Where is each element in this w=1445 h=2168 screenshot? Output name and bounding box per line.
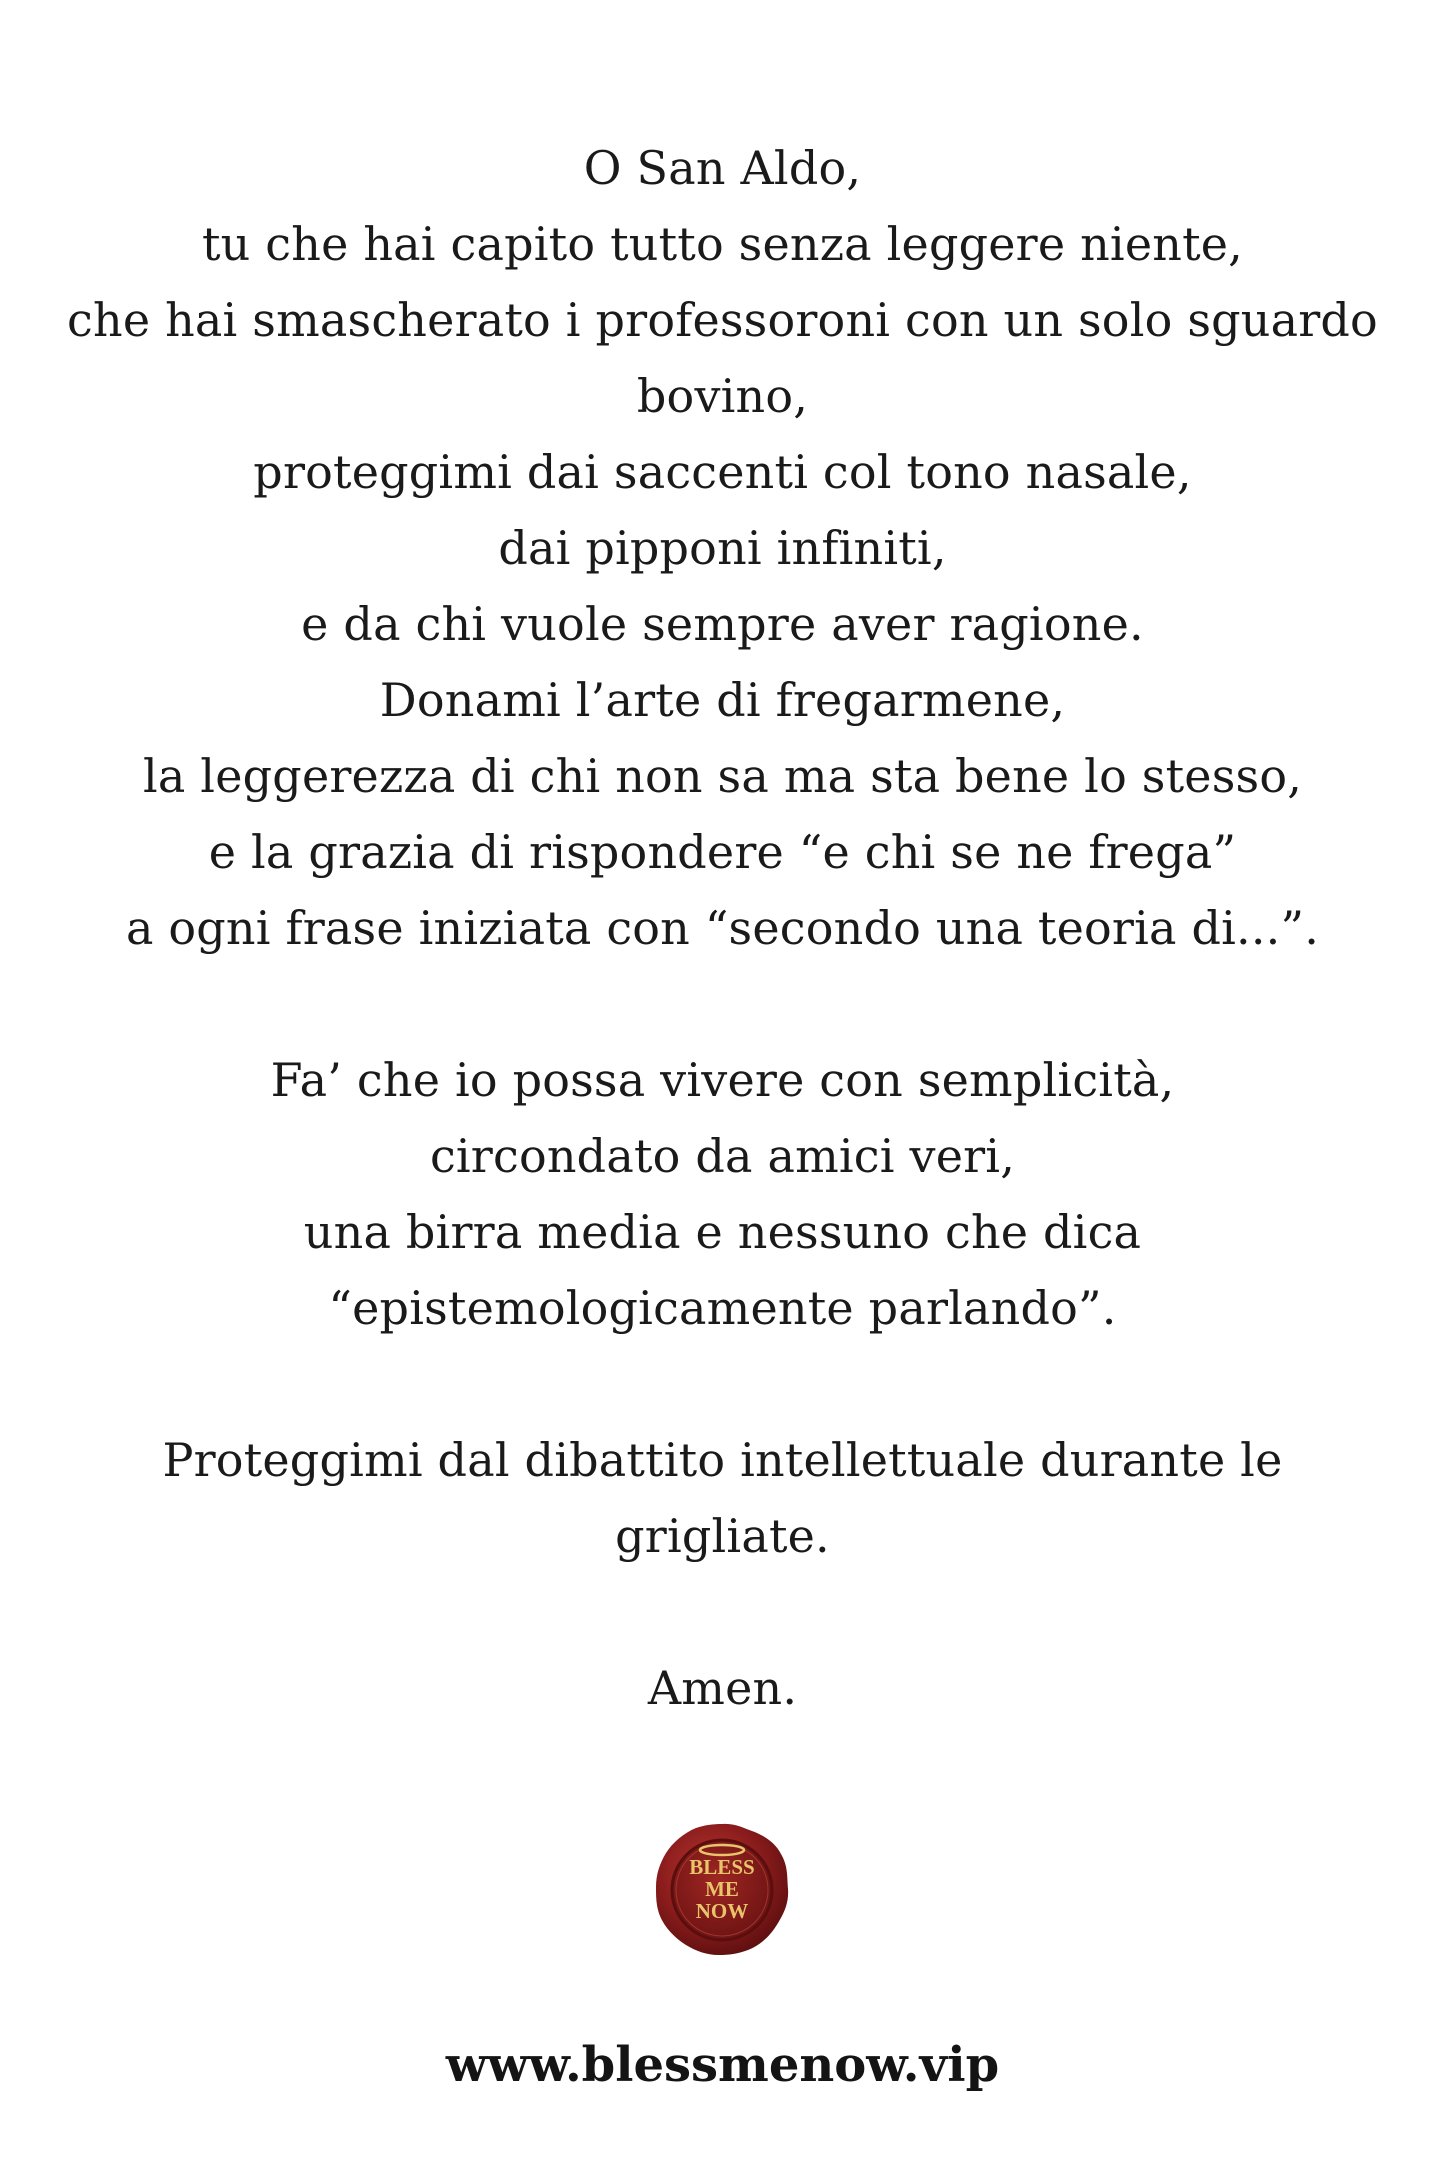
prayer-line: che hai smascherato i professoroni con un solo sguardo xyxy=(67,293,1378,347)
prayer-stanza-2 xyxy=(0,1042,1445,1346)
prayer-line: e la grazia di rispondere “e chi se ne frega” xyxy=(208,825,1237,879)
prayer-line: grigliate. xyxy=(615,1509,830,1563)
prayer-amen: Amen. xyxy=(647,1661,798,1715)
prayer-line: tu che hai capito tutto senza leggere niente, xyxy=(201,217,1244,271)
prayer-line: Proteggimi dal dibattito intellettuale durante le xyxy=(162,1433,1283,1487)
prayer-line: Fa’ che io possa vivere con semplicità, xyxy=(270,1053,1175,1107)
prayer-line: la leggerezza di chi non sa ma sta bene lo stesso, xyxy=(142,749,1303,803)
prayer-line: una birra media e nessuno che dica xyxy=(303,1205,1142,1259)
prayer-line: proteggimi dai saccenti col tono nasale, xyxy=(253,445,1192,499)
seal-text-line-2: ME xyxy=(705,1877,739,1901)
website-url[interactable]: www.blessmenow.vip xyxy=(445,2037,1000,2093)
prayer-text xyxy=(0,130,1445,1726)
prayer-line: a ogni frase iniziata con “secondo una teoria di...”. xyxy=(125,901,1320,955)
prayer-line: O San Aldo, xyxy=(583,141,862,195)
prayer-stanza-1 xyxy=(0,130,1445,966)
prayer-line: e da chi vuole sempre aver ragione. xyxy=(301,597,1144,651)
prayer-line: bovino, xyxy=(636,369,809,423)
seal-text-line-3: NOW xyxy=(695,1899,749,1923)
wax-seal-icon xyxy=(651,1818,793,1960)
prayer-line: “epistemologicamente parlando”. xyxy=(328,1281,1117,1335)
prayer-stanza-4 xyxy=(0,1650,1445,1726)
prayer-line: dai pipponi infiniti, xyxy=(498,521,947,575)
seal-text-line-1: BLESS xyxy=(689,1855,755,1879)
prayer-line: circondato da amici veri, xyxy=(429,1129,1016,1183)
prayer-line: Donami l’arte di fregarmene, xyxy=(379,673,1066,727)
prayer-stanza-3 xyxy=(0,1422,1445,1574)
